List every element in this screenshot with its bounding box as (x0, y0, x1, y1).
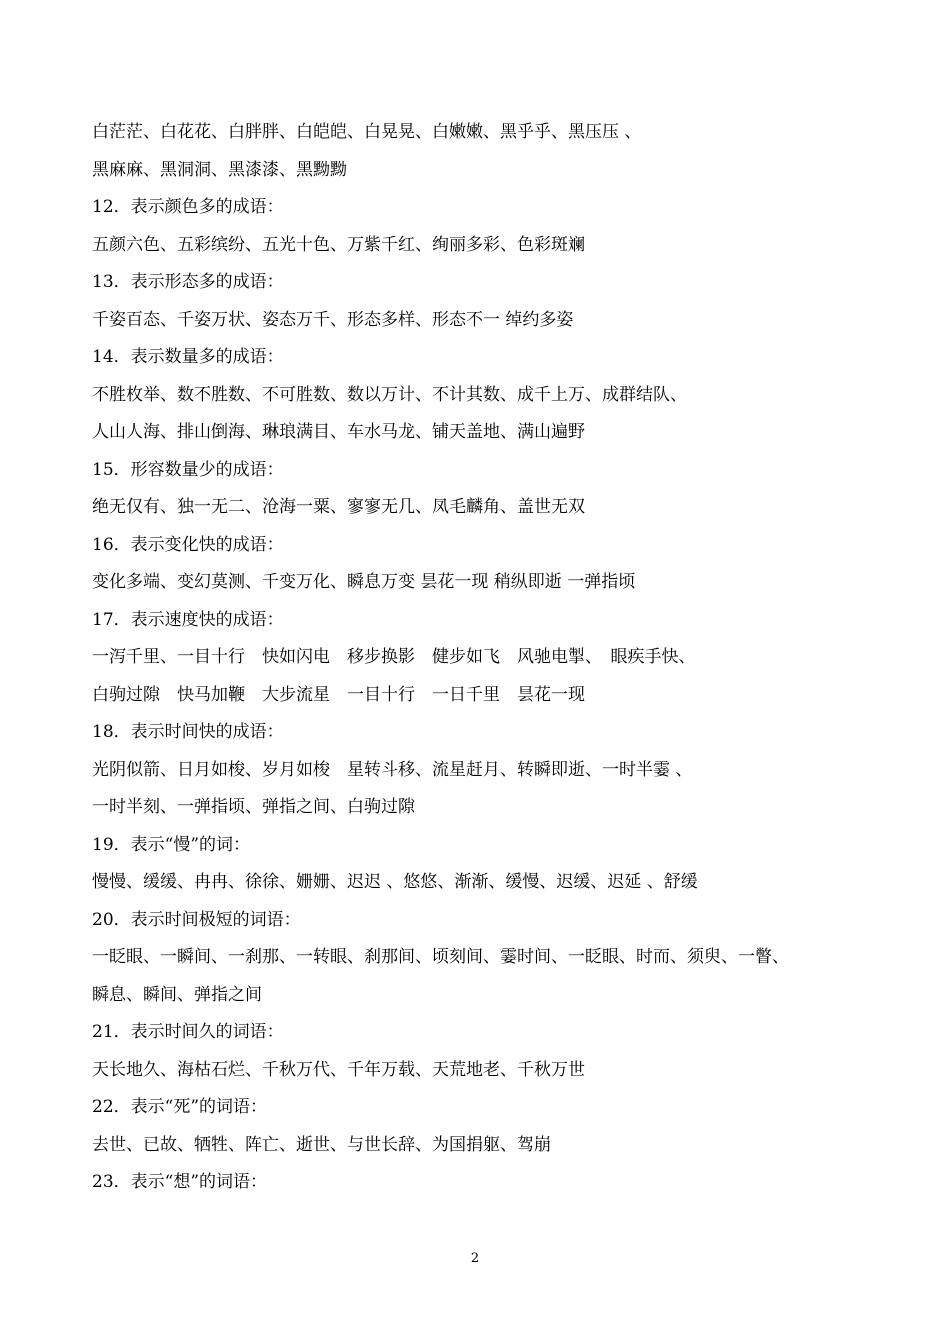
section-heading: 23．表示“想”的词语： (92, 1172, 268, 1192)
text-line: 白茫茫、白花花、白胖胖、白皑皑、白晃晃、白嫩嫩、黑乎乎、黑压压 、 (92, 122, 642, 142)
section-heading: 12．表示颜色多的成语： (92, 197, 284, 217)
section-heading: 16．表示变化快的成语： (92, 534, 284, 555)
text-line: 白驹过隙 快马加鞭 大步流星 一目十行 一日千里 昙花一现 (92, 684, 585, 705)
text-line: 光阴似箭、日月如梭、岁月如梭 星转斗移、流星赶月、转瞬即逝、一时半霎 、 (92, 759, 693, 780)
text-line: 一眨眼、一瞬间、一刹那、一转眼、刹那间、顷刻间、霎时间、一眨眼、时而、须臾、一瞥、 (92, 947, 789, 967)
text-line: 瞬息、瞬间、弹指之间 (92, 984, 262, 1005)
page-content (92, 114, 882, 1202)
text-line: 慢慢、缓缓、冉冉、徐徐、姗姗、迟迟 、悠悠、渐渐、缓慢、迟缓、迟延 、舒缓 (92, 872, 698, 892)
section-heading: 13．表示形态多的成语： (92, 272, 284, 292)
section-heading: 21．表示时间久的词语： (92, 1022, 284, 1042)
section-heading: 18．表示时间快的成语： (92, 722, 284, 742)
page-number: 2 (470, 1251, 480, 1266)
text-line: 一泻千里、一目十行 快如闪电 移步换影 健步如飞 风驰电掣、 眼疾手快、 (92, 647, 696, 667)
text-line: 去世、已故、牺牲、阵亡、逝世、与世长辞、为国捐躯、驾崩 (92, 1134, 551, 1155)
section-heading: 20．表示时间极短的词语： (92, 909, 301, 930)
text-line: 五颜六色、五彩缤纷、五光十色、万紫千红、绚丽多彩、色彩斑斓 (92, 234, 585, 255)
section-heading: 22．表示“死”的词语： (92, 1097, 268, 1117)
section-heading: 19．表示“慢”的词： (92, 834, 251, 855)
text-line: 人山人海、排山倒海、琳琅满目、车水马龙、铺天盖地、满山遍野 (92, 422, 585, 442)
text-line: 不胜枚举、数不胜数、不可胜数、数以万计、不计其数、成千上万、成群结队、 (92, 384, 687, 405)
text-line: 天长地久、海枯石烂、千秋万代、千年万载、天荒地老、千秋万世 (92, 1059, 585, 1080)
section-heading: 15．形容数量少的成语： (92, 459, 284, 480)
text-line: 千姿百态、千姿万状、姿态万千、形态多样、形态不一 绰约多姿 (92, 309, 574, 330)
text-line: 绝无仅有、独一无二、沧海一粟、寥寥无几、凤毛麟角、盖世无双 (92, 497, 585, 517)
section-heading: 14．表示数量多的成语： (92, 347, 284, 367)
text-line: 黑麻麻、黑洞洞、黑漆漆、黑黝黝 (92, 159, 347, 180)
section-heading: 17．表示速度快的成语： (92, 609, 284, 630)
text-line: 一时半刻、一弹指顷、弹指之间、白驹过隙 (92, 797, 415, 817)
text-line: 变化多端、变幻莫测、千变万化、瞬息万变 昙花一现 稍纵即逝 一弹指顷 (92, 572, 636, 592)
